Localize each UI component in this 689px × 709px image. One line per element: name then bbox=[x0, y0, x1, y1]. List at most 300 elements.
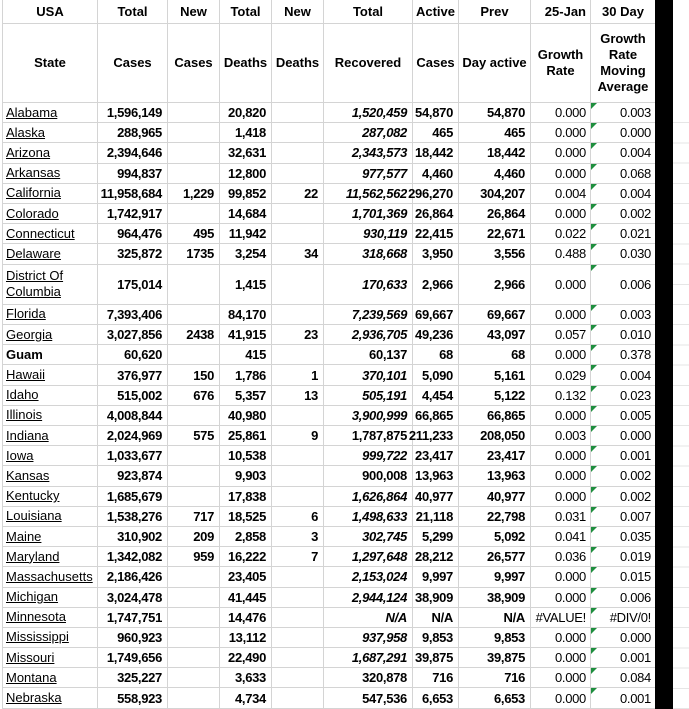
cell-state[interactable] bbox=[3, 547, 98, 567]
cell-active-cases[interactable] bbox=[413, 527, 459, 547]
cell-recovered[interactable] bbox=[324, 507, 413, 527]
cell-new-cases[interactable] bbox=[168, 628, 220, 648]
cell-state[interactable] bbox=[3, 164, 98, 184]
cell-total-cases[interactable] bbox=[98, 527, 168, 547]
cell-new-cases[interactable] bbox=[168, 305, 220, 325]
cell-new-deaths[interactable] bbox=[272, 648, 324, 668]
cell-state[interactable] bbox=[3, 426, 98, 446]
header-growth-30day[interactable] bbox=[591, 24, 656, 103]
cell-active-cases[interactable] bbox=[413, 386, 459, 406]
cell-total-deaths[interactable] bbox=[220, 204, 272, 224]
cell-active-cases[interactable] bbox=[413, 143, 459, 163]
cell-growth-30day[interactable] bbox=[591, 648, 656, 668]
header-total-deaths-top[interactable] bbox=[220, 0, 272, 24]
cell-active-cases[interactable] bbox=[408, 184, 459, 204]
cell-new-deaths[interactable] bbox=[272, 588, 324, 608]
cell-new-cases[interactable] bbox=[168, 184, 220, 204]
cell-total-cases[interactable] bbox=[98, 688, 168, 708]
cell-active-cases[interactable] bbox=[413, 365, 459, 385]
cell-new-cases[interactable] bbox=[168, 143, 220, 163]
cell-total-deaths[interactable] bbox=[220, 386, 272, 406]
cell-state[interactable] bbox=[3, 345, 98, 365]
cell-total-deaths[interactable] bbox=[220, 224, 272, 244]
cell-growth-rate[interactable] bbox=[531, 345, 591, 365]
cell-recovered[interactable] bbox=[324, 123, 413, 143]
cell-recovered[interactable] bbox=[324, 386, 413, 406]
cell-growth-30day[interactable] bbox=[591, 588, 656, 608]
cell-recovered[interactable] bbox=[324, 265, 413, 305]
cell-total-deaths[interactable] bbox=[220, 345, 272, 365]
cell-recovered[interactable] bbox=[324, 103, 413, 123]
cell-new-deaths[interactable] bbox=[272, 507, 324, 527]
cell-new-deaths[interactable] bbox=[272, 305, 324, 325]
cell-new-cases[interactable] bbox=[168, 103, 220, 123]
cell-active-cases[interactable] bbox=[413, 265, 459, 305]
cell-total-cases[interactable] bbox=[98, 567, 168, 587]
cell-recovered[interactable] bbox=[324, 224, 413, 244]
cell-growth-30day[interactable] bbox=[591, 446, 656, 466]
header-prev-day-active-top[interactable] bbox=[459, 0, 531, 24]
cell-state[interactable] bbox=[3, 487, 98, 507]
cell-growth-30day[interactable] bbox=[591, 345, 656, 365]
cell-growth-rate[interactable] bbox=[531, 567, 591, 587]
header-state-top[interactable] bbox=[3, 0, 98, 24]
cell-prev-day-active[interactable] bbox=[459, 143, 531, 163]
cell-new-cases[interactable] bbox=[168, 466, 220, 486]
cell-active-cases[interactable] bbox=[413, 588, 459, 608]
cell-recovered[interactable] bbox=[324, 466, 413, 486]
cell-total-deaths[interactable] bbox=[220, 244, 272, 264]
cell-state[interactable] bbox=[3, 325, 98, 345]
cell-total-cases[interactable] bbox=[98, 668, 168, 688]
cell-recovered[interactable] bbox=[324, 688, 413, 708]
cell-new-cases[interactable] bbox=[168, 527, 220, 547]
cell-total-cases[interactable] bbox=[98, 143, 168, 163]
cell-growth-rate[interactable] bbox=[531, 365, 591, 385]
cell-total-deaths[interactable] bbox=[220, 123, 272, 143]
cell-growth-rate[interactable] bbox=[531, 668, 591, 688]
cell-state[interactable] bbox=[3, 668, 98, 688]
cell-growth-rate[interactable] bbox=[531, 628, 591, 648]
header-growth-30day-top[interactable] bbox=[591, 0, 656, 24]
cell-active-cases[interactable] bbox=[413, 487, 459, 507]
cell-total-cases[interactable] bbox=[98, 628, 168, 648]
cell-new-deaths[interactable] bbox=[272, 466, 324, 486]
cell-total-cases[interactable] bbox=[98, 365, 168, 385]
cell-total-deaths[interactable] bbox=[220, 668, 272, 688]
cell-new-deaths[interactable] bbox=[272, 244, 324, 264]
cell-growth-30day[interactable] bbox=[591, 688, 656, 708]
cell-state[interactable] bbox=[3, 628, 98, 648]
cell-total-cases[interactable] bbox=[98, 608, 168, 628]
cell-active-cases[interactable] bbox=[413, 204, 459, 224]
cell-prev-day-active[interactable] bbox=[459, 325, 531, 345]
cell-new-deaths[interactable] bbox=[272, 406, 324, 426]
cell-active-cases[interactable] bbox=[413, 164, 459, 184]
cell-total-deaths[interactable] bbox=[220, 648, 272, 668]
cell-prev-day-active[interactable] bbox=[459, 446, 531, 466]
cell-new-deaths[interactable] bbox=[272, 608, 324, 628]
cell-state[interactable] bbox=[3, 567, 98, 587]
header-new-deaths[interactable] bbox=[272, 24, 324, 103]
cell-new-cases[interactable] bbox=[168, 446, 220, 466]
cell-active-cases[interactable] bbox=[413, 628, 459, 648]
cell-new-deaths[interactable] bbox=[272, 567, 324, 587]
cell-new-deaths[interactable] bbox=[272, 184, 324, 204]
header-new-cases[interactable] bbox=[168, 24, 220, 103]
cell-total-deaths[interactable] bbox=[220, 164, 272, 184]
cell-new-deaths[interactable] bbox=[272, 668, 324, 688]
cell-active-cases[interactable] bbox=[413, 507, 459, 527]
cell-growth-30day[interactable] bbox=[591, 386, 656, 406]
cell-growth-rate[interactable] bbox=[531, 406, 591, 426]
cell-growth-30day[interactable] bbox=[591, 466, 656, 486]
cell-active-cases[interactable] bbox=[413, 446, 459, 466]
cell-active-cases[interactable] bbox=[413, 547, 459, 567]
cell-active-cases[interactable] bbox=[413, 608, 459, 628]
cell-total-deaths[interactable] bbox=[220, 588, 272, 608]
cell-growth-30day[interactable] bbox=[591, 123, 656, 143]
cell-new-deaths[interactable] bbox=[272, 487, 324, 507]
cell-new-cases[interactable] bbox=[168, 567, 220, 587]
cell-growth-rate[interactable] bbox=[531, 224, 591, 244]
cell-new-deaths[interactable] bbox=[272, 103, 324, 123]
cell-total-cases[interactable] bbox=[98, 547, 168, 567]
cell-new-cases[interactable] bbox=[168, 668, 220, 688]
cell-total-deaths[interactable] bbox=[220, 608, 272, 628]
header-active-cases-top[interactable] bbox=[413, 0, 459, 24]
cell-state[interactable] bbox=[3, 244, 98, 264]
cell-growth-rate[interactable] bbox=[531, 487, 591, 507]
header-total-cases-top[interactable] bbox=[98, 0, 168, 24]
cell-state[interactable] bbox=[3, 386, 98, 406]
cell-total-cases[interactable] bbox=[98, 466, 168, 486]
cell-growth-rate[interactable] bbox=[531, 688, 591, 708]
header-total-deaths[interactable] bbox=[220, 24, 272, 103]
cell-state[interactable] bbox=[3, 224, 98, 244]
cell-growth-30day[interactable] bbox=[591, 628, 656, 648]
cell-total-cases[interactable] bbox=[98, 265, 168, 305]
cell-total-cases[interactable] bbox=[98, 588, 168, 608]
cell-growth-rate[interactable] bbox=[531, 547, 591, 567]
cell-recovered[interactable] bbox=[324, 628, 413, 648]
cell-prev-day-active[interactable] bbox=[459, 628, 531, 648]
cell-new-cases[interactable] bbox=[168, 204, 220, 224]
cell-total-cases[interactable] bbox=[98, 507, 168, 527]
cell-prev-day-active[interactable] bbox=[459, 265, 531, 305]
header-recovered-top[interactable] bbox=[324, 0, 413, 24]
cell-growth-rate[interactable] bbox=[531, 588, 591, 608]
cell-growth-rate[interactable] bbox=[531, 426, 591, 446]
cell-total-cases[interactable] bbox=[98, 446, 168, 466]
cell-new-cases[interactable] bbox=[168, 365, 220, 385]
cell-total-deaths[interactable] bbox=[220, 325, 272, 345]
cell-recovered[interactable] bbox=[324, 184, 413, 204]
header-growth-rate-top[interactable] bbox=[531, 0, 591, 24]
cell-growth-30day[interactable] bbox=[591, 668, 656, 688]
cell-recovered[interactable] bbox=[324, 527, 413, 547]
cell-growth-30day[interactable] bbox=[591, 184, 656, 204]
cell-recovered[interactable] bbox=[324, 143, 413, 163]
cell-new-deaths[interactable] bbox=[272, 547, 324, 567]
cell-state[interactable] bbox=[3, 143, 98, 163]
cell-active-cases[interactable] bbox=[413, 325, 459, 345]
cell-prev-day-active[interactable] bbox=[459, 123, 531, 143]
cell-total-deaths[interactable] bbox=[220, 547, 272, 567]
cell-growth-30day[interactable] bbox=[591, 143, 656, 163]
cell-active-cases[interactable] bbox=[413, 224, 459, 244]
cell-total-deaths[interactable] bbox=[220, 143, 272, 163]
cell-total-cases[interactable] bbox=[98, 406, 168, 426]
cell-active-cases[interactable] bbox=[413, 305, 459, 325]
cell-total-deaths[interactable] bbox=[220, 628, 272, 648]
cell-growth-30day[interactable] bbox=[591, 608, 656, 628]
cell-growth-rate[interactable] bbox=[531, 608, 591, 628]
cell-new-cases[interactable] bbox=[168, 123, 220, 143]
cell-new-deaths[interactable] bbox=[272, 688, 324, 708]
cell-prev-day-active[interactable] bbox=[459, 507, 531, 527]
cell-new-cases[interactable] bbox=[168, 265, 220, 305]
cell-active-cases[interactable] bbox=[413, 668, 459, 688]
cell-total-deaths[interactable] bbox=[220, 688, 272, 708]
cell-state[interactable] bbox=[3, 204, 98, 224]
cell-growth-rate[interactable] bbox=[531, 244, 591, 264]
header-total-cases[interactable] bbox=[98, 24, 168, 103]
cell-new-deaths[interactable] bbox=[272, 164, 324, 184]
cell-total-cases[interactable] bbox=[98, 184, 168, 204]
cell-total-cases[interactable] bbox=[98, 204, 168, 224]
cell-active-cases[interactable] bbox=[413, 406, 459, 426]
cell-growth-30day[interactable] bbox=[591, 305, 656, 325]
cell-recovered[interactable] bbox=[324, 204, 413, 224]
cell-prev-day-active[interactable] bbox=[459, 648, 531, 668]
cell-new-deaths[interactable] bbox=[272, 628, 324, 648]
cell-total-cases[interactable] bbox=[98, 345, 168, 365]
cell-active-cases[interactable] bbox=[408, 426, 459, 446]
cell-new-deaths[interactable] bbox=[272, 204, 324, 224]
cell-recovered[interactable] bbox=[324, 406, 413, 426]
cell-active-cases[interactable] bbox=[413, 688, 459, 708]
cell-total-cases[interactable] bbox=[98, 426, 168, 446]
cell-new-deaths[interactable] bbox=[272, 224, 324, 244]
cell-new-cases[interactable] bbox=[168, 588, 220, 608]
cell-state[interactable] bbox=[3, 466, 98, 486]
cell-active-cases[interactable] bbox=[413, 244, 459, 264]
cell-recovered[interactable] bbox=[324, 325, 413, 345]
cell-new-cases[interactable] bbox=[168, 547, 220, 567]
cell-state[interactable] bbox=[3, 123, 98, 143]
cell-prev-day-active[interactable] bbox=[459, 386, 531, 406]
cell-recovered[interactable] bbox=[324, 345, 413, 365]
cell-growth-30day[interactable] bbox=[591, 547, 656, 567]
cell-growth-rate[interactable] bbox=[531, 143, 591, 163]
cell-growth-rate[interactable] bbox=[531, 386, 591, 406]
cell-state[interactable] bbox=[3, 507, 98, 527]
cell-total-deaths[interactable] bbox=[220, 527, 272, 547]
cell-new-cases[interactable] bbox=[168, 608, 220, 628]
cell-state[interactable] bbox=[3, 608, 98, 628]
cell-total-deaths[interactable] bbox=[220, 103, 272, 123]
cell-prev-day-active[interactable] bbox=[459, 365, 531, 385]
cell-growth-30day[interactable] bbox=[591, 164, 656, 184]
cell-new-deaths[interactable] bbox=[272, 386, 324, 406]
cell-prev-day-active[interactable] bbox=[459, 345, 531, 365]
cell-recovered[interactable] bbox=[324, 244, 413, 264]
header-recovered[interactable] bbox=[324, 24, 413, 103]
cell-total-cases[interactable] bbox=[98, 244, 168, 264]
cell-recovered[interactable] bbox=[324, 547, 413, 567]
cell-total-cases[interactable] bbox=[98, 103, 168, 123]
cell-prev-day-active[interactable] bbox=[459, 608, 531, 628]
cell-growth-30day[interactable] bbox=[591, 244, 656, 264]
cell-state[interactable] bbox=[3, 688, 98, 708]
header-active-cases[interactable] bbox=[413, 24, 459, 103]
cell-total-deaths[interactable] bbox=[220, 365, 272, 385]
cell-total-deaths[interactable] bbox=[220, 507, 272, 527]
cell-state[interactable] bbox=[3, 305, 98, 325]
cell-total-cases[interactable] bbox=[98, 386, 168, 406]
cell-new-deaths[interactable] bbox=[272, 527, 324, 547]
cell-prev-day-active[interactable] bbox=[459, 244, 531, 264]
cell-prev-day-active[interactable] bbox=[459, 103, 531, 123]
cell-state[interactable] bbox=[3, 265, 98, 305]
cell-prev-day-active[interactable] bbox=[459, 466, 531, 486]
cell-prev-day-active[interactable] bbox=[459, 527, 531, 547]
cell-new-cases[interactable] bbox=[168, 487, 220, 507]
cell-growth-rate[interactable] bbox=[531, 305, 591, 325]
cell-growth-rate[interactable] bbox=[531, 507, 591, 527]
cell-prev-day-active[interactable] bbox=[459, 588, 531, 608]
cell-growth-30day[interactable] bbox=[591, 426, 656, 446]
cell-new-deaths[interactable] bbox=[272, 365, 324, 385]
cell-prev-day-active[interactable] bbox=[459, 567, 531, 587]
cell-new-cases[interactable] bbox=[168, 345, 220, 365]
cell-growth-rate[interactable] bbox=[531, 466, 591, 486]
cell-total-deaths[interactable] bbox=[220, 487, 272, 507]
cell-active-cases[interactable] bbox=[413, 648, 459, 668]
cell-prev-day-active[interactable] bbox=[459, 487, 531, 507]
cell-state[interactable] bbox=[3, 406, 98, 426]
header-new-cases-top[interactable] bbox=[168, 0, 220, 24]
cell-prev-day-active[interactable] bbox=[459, 688, 531, 708]
cell-state[interactable] bbox=[3, 103, 98, 123]
header-growth-rate[interactable] bbox=[531, 24, 591, 103]
cell-active-cases[interactable] bbox=[413, 345, 459, 365]
cell-total-deaths[interactable] bbox=[220, 446, 272, 466]
cell-prev-day-active[interactable] bbox=[459, 668, 531, 688]
cell-recovered[interactable] bbox=[324, 426, 413, 446]
cell-growth-rate[interactable] bbox=[531, 446, 591, 466]
cell-recovered[interactable] bbox=[324, 365, 413, 385]
cell-prev-day-active[interactable] bbox=[459, 547, 531, 567]
cell-recovered[interactable] bbox=[324, 164, 413, 184]
cell-new-deaths[interactable] bbox=[272, 325, 324, 345]
header-state[interactable] bbox=[3, 24, 98, 103]
cell-growth-30day[interactable] bbox=[591, 365, 656, 385]
cell-prev-day-active[interactable] bbox=[459, 184, 531, 204]
cell-growth-rate[interactable] bbox=[531, 648, 591, 668]
cell-growth-30day[interactable] bbox=[591, 567, 656, 587]
cell-active-cases[interactable] bbox=[413, 123, 459, 143]
cell-new-cases[interactable] bbox=[168, 406, 220, 426]
cell-state[interactable] bbox=[3, 648, 98, 668]
cell-total-cases[interactable] bbox=[98, 487, 168, 507]
cell-growth-30day[interactable] bbox=[591, 527, 656, 547]
cell-growth-rate[interactable] bbox=[531, 123, 591, 143]
cell-total-deaths[interactable] bbox=[220, 426, 272, 446]
cell-growth-30day[interactable] bbox=[591, 406, 656, 426]
cell-total-deaths[interactable] bbox=[220, 567, 272, 587]
cell-prev-day-active[interactable] bbox=[459, 426, 531, 446]
cell-recovered[interactable] bbox=[324, 588, 413, 608]
cell-growth-rate[interactable] bbox=[531, 164, 591, 184]
cell-growth-rate[interactable] bbox=[531, 184, 591, 204]
cell-growth-rate[interactable] bbox=[531, 325, 591, 345]
cell-new-cases[interactable] bbox=[168, 426, 220, 446]
cell-new-cases[interactable] bbox=[168, 325, 220, 345]
cell-new-deaths[interactable] bbox=[272, 426, 324, 446]
cell-total-deaths[interactable] bbox=[220, 466, 272, 486]
cell-new-cases[interactable] bbox=[168, 244, 220, 264]
cell-state[interactable] bbox=[3, 446, 98, 466]
cell-recovered[interactable] bbox=[324, 487, 413, 507]
cell-recovered[interactable] bbox=[324, 668, 413, 688]
cell-recovered[interactable] bbox=[324, 567, 413, 587]
cell-growth-30day[interactable] bbox=[591, 204, 656, 224]
cell-active-cases[interactable] bbox=[413, 103, 459, 123]
cell-active-cases[interactable] bbox=[413, 466, 459, 486]
cell-new-deaths[interactable] bbox=[272, 446, 324, 466]
cell-recovered[interactable] bbox=[324, 305, 413, 325]
cell-prev-day-active[interactable] bbox=[459, 164, 531, 184]
header-prev-day-active[interactable] bbox=[459, 24, 531, 103]
cell-total-cases[interactable] bbox=[98, 164, 168, 184]
cell-state[interactable] bbox=[3, 365, 98, 385]
cell-new-deaths[interactable] bbox=[272, 143, 324, 163]
cell-growth-30day[interactable] bbox=[591, 265, 656, 305]
header-new-deaths-top[interactable] bbox=[272, 0, 324, 24]
cell-growth-rate[interactable] bbox=[531, 103, 591, 123]
cell-new-cases[interactable] bbox=[168, 507, 220, 527]
cell-new-cases[interactable] bbox=[168, 688, 220, 708]
cell-growth-rate[interactable] bbox=[531, 265, 591, 305]
cell-active-cases[interactable] bbox=[413, 567, 459, 587]
cell-new-cases[interactable] bbox=[168, 224, 220, 244]
cell-growth-30day[interactable] bbox=[591, 507, 656, 527]
cell-growth-30day[interactable] bbox=[591, 224, 656, 244]
cell-prev-day-active[interactable] bbox=[459, 204, 531, 224]
cell-recovered[interactable] bbox=[324, 446, 413, 466]
cell-new-deaths[interactable] bbox=[272, 123, 324, 143]
cell-new-cases[interactable] bbox=[168, 386, 220, 406]
cell-new-cases[interactable] bbox=[168, 648, 220, 668]
cell-total-deaths[interactable] bbox=[220, 305, 272, 325]
cell-total-deaths[interactable] bbox=[220, 265, 272, 305]
cell-state[interactable] bbox=[3, 588, 98, 608]
cell-recovered[interactable] bbox=[324, 608, 413, 628]
cell-prev-day-active[interactable] bbox=[459, 224, 531, 244]
cell-total-cases[interactable] bbox=[98, 224, 168, 244]
cell-total-cases[interactable] bbox=[98, 648, 168, 668]
cell-new-cases[interactable] bbox=[168, 164, 220, 184]
cell-growth-30day[interactable] bbox=[591, 103, 656, 123]
cell-total-deaths[interactable] bbox=[220, 406, 272, 426]
cell-prev-day-active[interactable] bbox=[459, 406, 531, 426]
cell-total-cases[interactable] bbox=[98, 123, 168, 143]
cell-growth-30day[interactable] bbox=[591, 325, 656, 345]
cell-new-deaths[interactable] bbox=[272, 345, 324, 365]
cell-new-deaths[interactable] bbox=[272, 265, 324, 305]
